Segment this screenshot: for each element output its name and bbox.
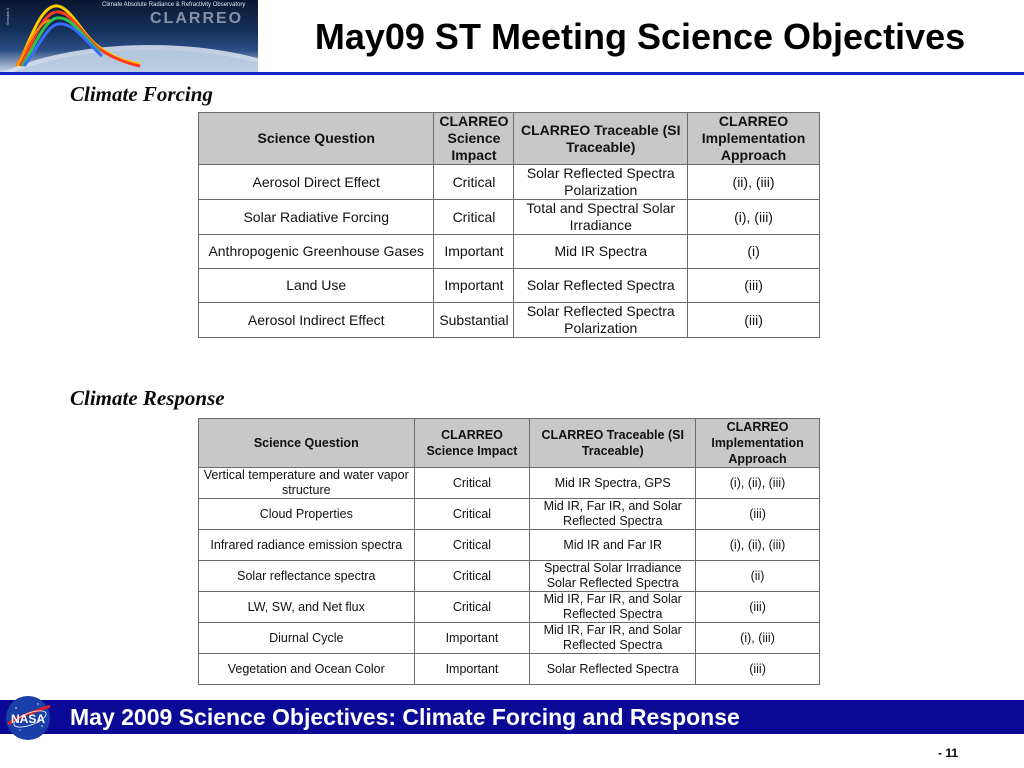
cell-question: Solar Radiative Forcing (199, 200, 434, 235)
cell-approach: (iii) (688, 269, 820, 303)
cell-question: Infrared radiance emission spectra (199, 530, 415, 561)
section-title-climate-forcing: Climate Forcing (70, 82, 213, 106)
footer-title: May 2009 Science Objectives: Climate Forcing and Response (70, 704, 740, 730)
logo-caption: Climate Absolute Radiance & Refractivity Observatory (102, 2, 246, 8)
cell-traceable: Solar Reflected Spectra (514, 269, 688, 303)
cell-impact: Critical (414, 468, 530, 499)
climate-response-table (198, 418, 820, 685)
table-row (199, 499, 820, 530)
cell-traceable: Mid IR and Far IR (530, 530, 696, 561)
logo-side-text: Session ll (5, 8, 10, 26)
cell-impact: Critical (414, 530, 530, 561)
cell-traceable: Solar Reflected Spectra (530, 654, 696, 685)
table-row (199, 561, 820, 592)
table-row (199, 235, 820, 269)
cell-question: Anthropogenic Greenhouse Gases (199, 235, 434, 269)
table-row (199, 200, 820, 235)
cell-question: Aerosol Direct Effect (199, 165, 434, 200)
cell-question: Vegetation and Ocean Color (199, 654, 415, 685)
climate-forcing-table (198, 112, 820, 338)
table-row (199, 623, 820, 654)
table-row (199, 592, 820, 623)
clarreo-logo-banner (0, 0, 258, 72)
header-traceable: CLARREO Traceable (SI Traceable) (530, 419, 696, 468)
page-number: - 11 (937, 746, 958, 760)
cell-question: Solar reflectance spectra (199, 561, 415, 592)
cell-question: LW, SW, and Net flux (199, 592, 415, 623)
cell-traceable: Total and Spectral Solar Irradiance (514, 200, 688, 235)
cell-impact: Important (434, 235, 514, 269)
cell-approach: (iii) (696, 499, 820, 530)
cell-approach: (iii) (688, 303, 820, 338)
cell-approach: (ii) (696, 561, 820, 592)
cell-impact: Critical (414, 592, 530, 623)
table-row (199, 269, 820, 303)
cell-question: Vertical temperature and water vapor structure (199, 468, 415, 499)
cell-impact: Substantial (434, 303, 514, 338)
section-title-climate-response: Climate Response (70, 386, 225, 410)
cell-traceable: Mid IR, Far IR, and Solar Reflected Spectra (530, 499, 696, 530)
cell-question: Cloud Properties (199, 499, 415, 530)
logo-wordmark: CLARREO (150, 10, 244, 27)
header-implementation: CLARREO Implementation Approach (688, 113, 820, 165)
cell-approach: (i), (ii), (iii) (696, 530, 820, 561)
header-traceable: CLARREO Traceable (SI Traceable) (514, 113, 688, 165)
cell-traceable: Mid IR, Far IR, and Solar Reflected Spectra (530, 592, 696, 623)
cell-approach: (iii) (696, 654, 820, 685)
table-row (199, 303, 820, 338)
nasa-meatball-icon (4, 694, 52, 742)
table-row (199, 654, 820, 685)
table-row (199, 468, 820, 499)
table-row (199, 165, 820, 200)
cell-approach: (i), (ii), (iii) (696, 468, 820, 499)
cell-approach: (iii) (696, 592, 820, 623)
footer-band (0, 700, 1024, 734)
cell-traceable: Mid IR Spectra, GPS (530, 468, 696, 499)
nasa-logo-text: NASA (10, 712, 46, 726)
cell-impact: Critical (414, 561, 530, 592)
cell-approach: (i), (iii) (696, 623, 820, 654)
cell-traceable: Spectral Solar Irradiance Solar Reflected Spectra (530, 561, 696, 592)
cell-traceable: Solar Reflected Spectra Polarization (514, 303, 688, 338)
cell-impact: Critical (434, 200, 514, 235)
cell-traceable: Mid IR, Far IR, and Solar Reflected Spectra (530, 623, 696, 654)
cell-approach: (i), (iii) (688, 200, 820, 235)
header-implementation: CLARREO Implementation Approach (696, 419, 820, 468)
cell-traceable: Solar Reflected Spectra Polarization (514, 165, 688, 200)
title-divider (0, 72, 1024, 75)
cell-approach: (ii), (iii) (688, 165, 820, 200)
cell-impact: Important (414, 654, 530, 685)
header-science-impact: CLARREO Science Impact (434, 113, 514, 165)
cell-impact: Critical (434, 165, 514, 200)
table-row (199, 530, 820, 561)
slide-title: May09 ST Meeting Science Objectives (314, 16, 966, 57)
cell-question: Land Use (199, 269, 434, 303)
cell-question: Aerosol Indirect Effect (199, 303, 434, 338)
cell-impact: Important (414, 623, 530, 654)
cell-traceable: Mid IR Spectra (514, 235, 688, 269)
header-science-question: Science Question (199, 113, 434, 165)
cell-impact: Important (434, 269, 514, 303)
table-header-row (199, 419, 820, 468)
cell-impact: Critical (414, 499, 530, 530)
header-science-question: Science Question (199, 419, 415, 468)
content-panel (58, 76, 824, 694)
cell-approach: (i) (688, 235, 820, 269)
header-science-impact: CLARREO Science Impact (414, 419, 530, 468)
table-header-row (199, 113, 820, 165)
cell-question: Diurnal Cycle (199, 623, 415, 654)
